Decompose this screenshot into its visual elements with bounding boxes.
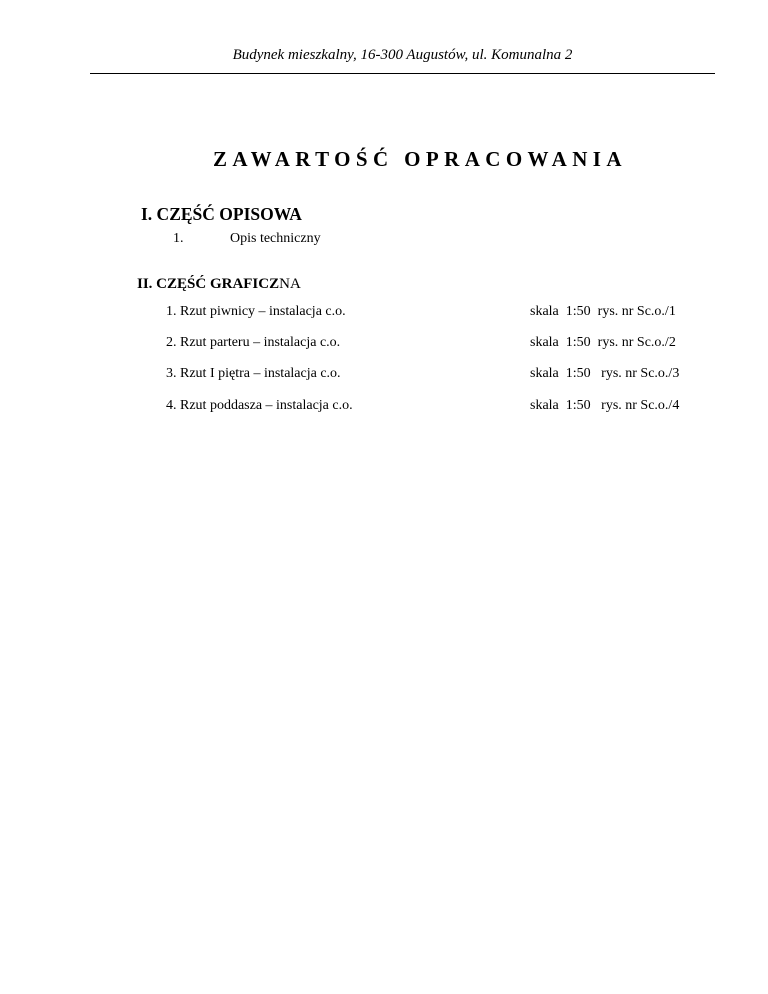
- header-divider: [90, 73, 715, 74]
- drawing-scale-reference: skala 1:50 rys. nr Sc.o./4: [530, 398, 680, 413]
- section-heading-graphic-bold: II. CZĘŚĆ GRAFICZ: [137, 276, 280, 292]
- drawing-name: 1. Rzut piwnicy – instalacja c.o.: [166, 304, 346, 319]
- list-item-text: Opis techniczny: [230, 231, 321, 246]
- section-heading-graphic: [137, 275, 301, 293]
- drawing-name: 4. Rzut poddasza – instalacja c.o.: [166, 398, 353, 413]
- drawing-name: 2. Rzut parteru – instalacja c.o.: [166, 335, 341, 350]
- page-header: Budynek mieszkalny, 16-300 Augustów, ul. Komunalna 2: [232, 47, 573, 63]
- drawing-list-row: [0, 303, 768, 321]
- section-heading-graphic-regular: NA: [279, 276, 301, 292]
- drawing-list-row: [0, 365, 768, 383]
- drawing-scale-reference: skala 1:50 rys. nr Sc.o./2: [530, 335, 676, 350]
- drawing-name: 3. Rzut I piętra – instalacja c.o.: [166, 366, 341, 381]
- document-title: ZAWARTOŚĆ OPRACOWANIA: [213, 147, 627, 171]
- drawing-scale-reference: skala 1:50 rys. nr Sc.o./1: [530, 304, 676, 319]
- drawing-list-row: [0, 334, 768, 352]
- section-heading-descriptive: I. CZĘŚĆ OPISOWA: [141, 204, 302, 224]
- list-item-number: 1.: [173, 231, 184, 246]
- drawing-list-row: [0, 397, 768, 415]
- drawing-scale-reference: skala 1:50 rys. nr Sc.o./3: [530, 366, 680, 381]
